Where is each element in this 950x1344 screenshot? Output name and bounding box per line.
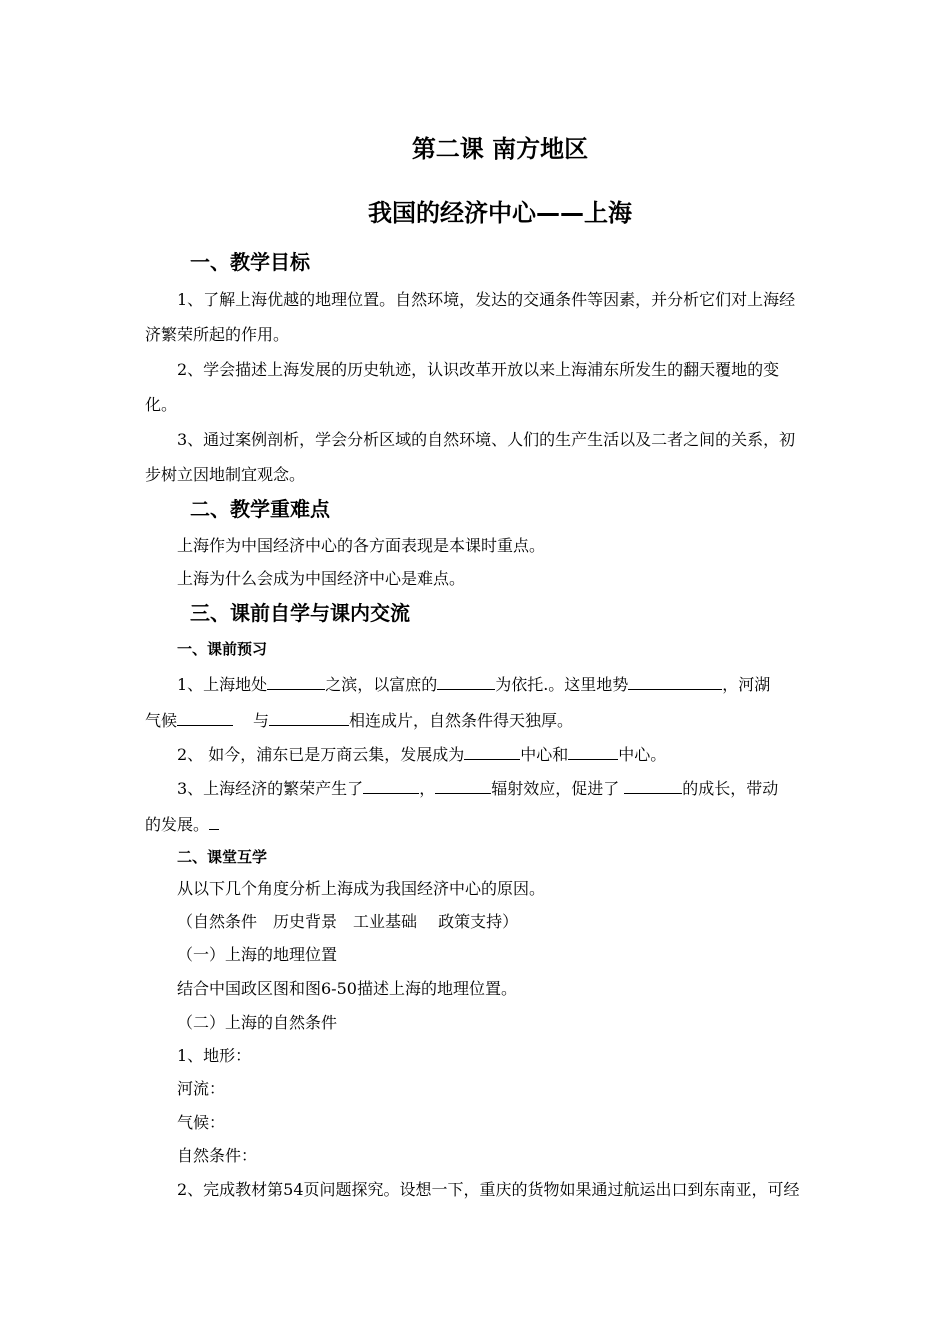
fill-blank[interactable]: [209, 813, 219, 830]
q1b-text-2: 与: [253, 711, 270, 730]
item-natural-conditions: 自然条件：: [177, 1146, 258, 1165]
keypoint-1: 上海作为中国经济中心的各方面表现是本课时重点。: [177, 536, 546, 555]
subheading-preview: 一、课前预习: [177, 640, 268, 658]
fill-blank[interactable]: [464, 743, 520, 760]
q1-text-3: 为依托.。这里地势: [495, 675, 629, 694]
preview-question-2: [177, 743, 842, 765]
section-heading-goals: 一、教学目标: [190, 250, 310, 274]
lesson-title: 第二课 南方地区: [411, 135, 589, 163]
q2-text-2: 中心和: [520, 745, 569, 764]
keypoint-2: 上海为什么会成为中国经济中心是难点。: [177, 569, 466, 588]
task-2: 2、完成教材第54页问题探究。设想一下，重庆的货物如果通过航运出口到东南亚，可经: [177, 1180, 800, 1199]
q1-text-2: 之滨，以富庶的: [325, 675, 438, 694]
fill-blank[interactable]: [437, 673, 495, 690]
fill-blank[interactable]: [435, 777, 491, 794]
fill-blank[interactable]: [267, 673, 325, 690]
q2-text-3: 中心。: [618, 745, 667, 764]
q3-text-4: 的成长，带动: [682, 779, 779, 798]
q3b-text: 的发展。: [145, 815, 210, 834]
section-heading-self-study: 三、课前自学与课内交流: [190, 601, 410, 625]
preview-question-3-line-1: [177, 777, 842, 799]
q3-text-3: 辐射效应，促进了: [491, 779, 625, 798]
lesson-subtitle: 我国的经济中心——上海: [368, 199, 632, 227]
fill-blank[interactable]: [363, 777, 419, 794]
item-river: 河流：: [177, 1079, 226, 1098]
q2-text-1: 2、 如今，浦东已是万商云集，发展成为: [177, 745, 465, 764]
subheading-classroom: 二、课堂互学: [177, 848, 268, 866]
fill-blank[interactable]: [177, 709, 233, 726]
goal-1-line-1: 1、了解上海优越的地理位置。自然环境，发达的交通条件等因素，并分析它们对上海经: [177, 290, 796, 309]
fill-blank[interactable]: [624, 777, 682, 794]
q1-text-1: 1、上海地处: [177, 675, 268, 694]
goal-1-line-2: 济繁荣所起的作用。: [145, 325, 290, 344]
goal-3-line-1: 3、通过案例剖析，学会分析区域的自然环境、人们的生产生活以及二者之间的关系，初: [177, 430, 796, 449]
fill-blank[interactable]: [568, 743, 618, 760]
location-instruction: 结合中国政区图和图6-50描述上海的地理位置。: [177, 979, 517, 998]
q1-text-4: ，河湖: [722, 675, 771, 694]
q3-text-1: 3、上海经济的繁荣产生了: [177, 779, 364, 798]
q1b-text-1: 气候: [145, 711, 178, 730]
q1b-text-3: 相连成片，自然条件得天独厚。: [349, 711, 574, 730]
section-heading-keypoints: 二、教学重难点: [190, 497, 330, 521]
subsection-location: （一）上海的地理位置: [177, 945, 338, 964]
goal-3-line-2: 步树立因地制宜观念。: [145, 465, 306, 484]
subsection-natural-conditions: （二）上海的自然条件: [177, 1013, 338, 1032]
item-terrain: 1、地形：: [177, 1046, 252, 1065]
classroom-intro: 从以下几个角度分析上海成为我国经济中心的原因。: [177, 879, 546, 898]
fill-blank[interactable]: [628, 673, 722, 690]
goal-2-line-2: 化。: [145, 395, 178, 414]
fill-blank[interactable]: [269, 709, 349, 726]
q3-text-2: ，: [419, 779, 436, 798]
goal-2-line-1: 2、学会描述上海发展的历史轨迹，认识改革开放以来上海浦东所发生的翻天覆地的变: [177, 360, 780, 379]
preview-question-1-line-1: [177, 673, 842, 695]
preview-question-1-line-2: [145, 709, 810, 731]
classroom-angles: （自然条件 历史背景 工业基础 政策支持）: [177, 912, 519, 931]
item-climate: 气候：: [177, 1113, 226, 1132]
preview-question-3-line-2: [145, 813, 810, 835]
